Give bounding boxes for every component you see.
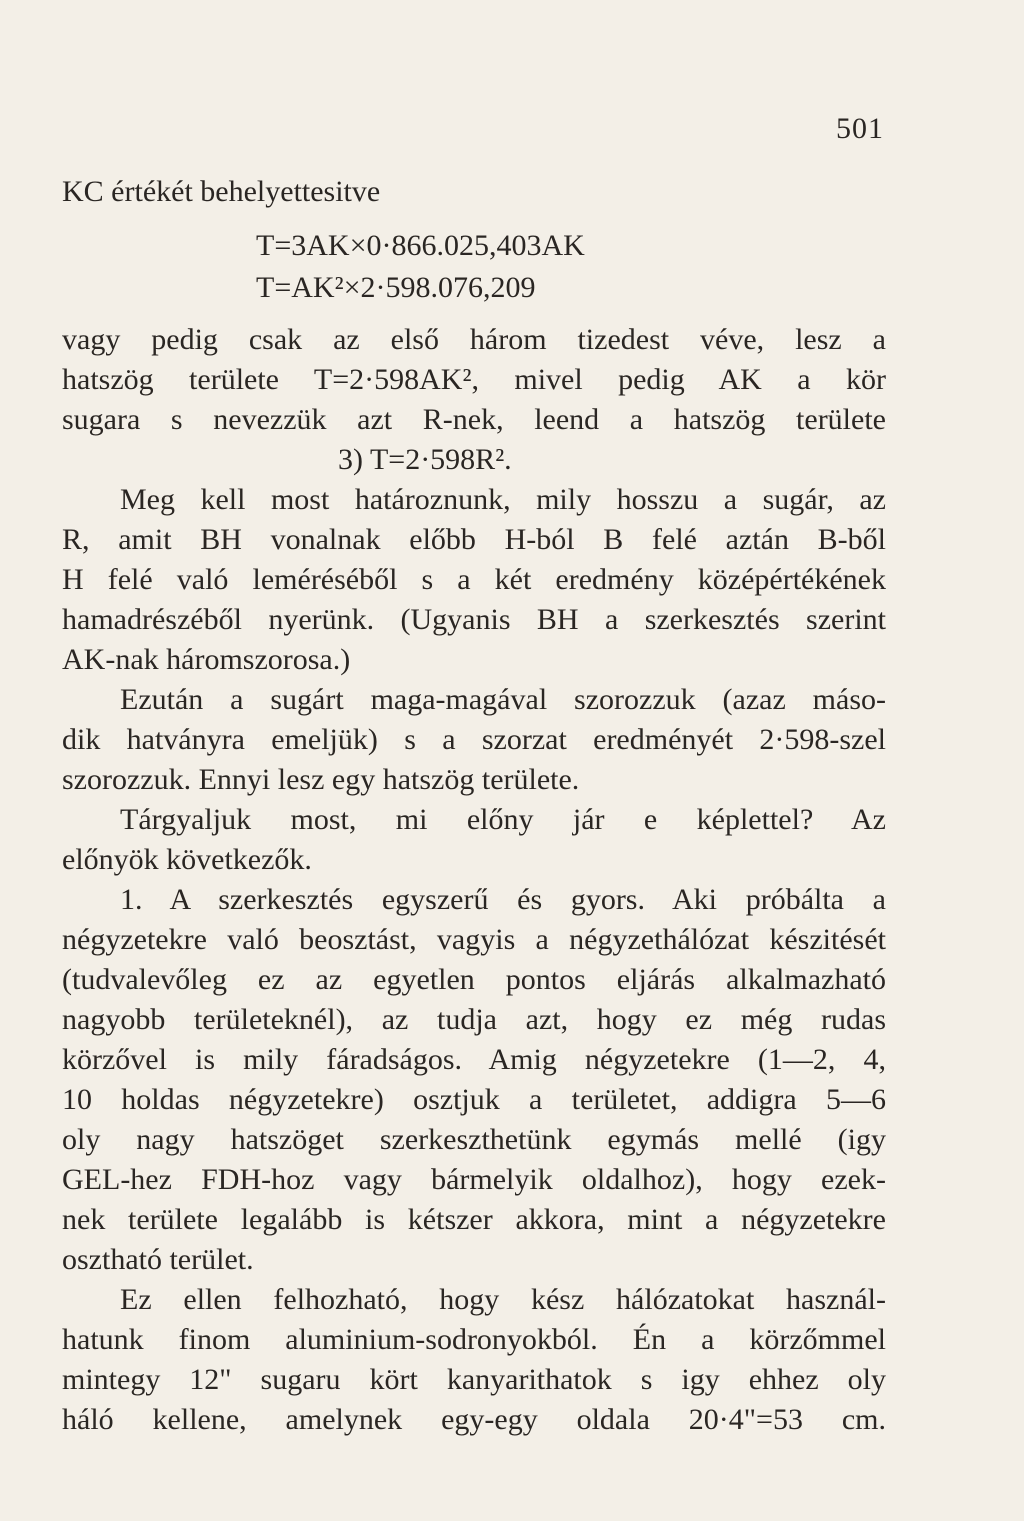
text-line-1: KC értékét behelyettesitve [62, 175, 381, 208]
text-line-21: nagyobb területeknél), az tudja azt, hogy ez még rudas [62, 1003, 886, 1036]
text-line-6: sugara s nevezzük azt R-nek, leend a hatszög területe [62, 403, 886, 436]
text-line-13: Ezután a sugárt maga-magával szorozzuk (azaz máso- [120, 683, 886, 716]
text-line-30: mintegy 12" sugaru kört kanyarithatok s igy ehhez oly [62, 1363, 886, 1396]
text-line-28: Ez ellen felhozható, hogy kész hálózatokat használ- [120, 1283, 886, 1316]
text-line-31: háló kellene, amelynek egy-egy oldala 20·4"=53 cm. [62, 1403, 886, 1436]
text-line-18: 1. A szerkesztés egyszerű és gyors. Aki próbálta a [120, 883, 886, 916]
text-line-25: GEL-hez FDH-hoz vagy bármelyik oldalhoz), hogy ezek- [62, 1163, 886, 1196]
text-line-27: osztható terület. [62, 1243, 254, 1276]
text-line-11: hamadrészéből nyerünk. (Ugyanis BH a szerkesztés szerint [62, 603, 886, 636]
page-number: 501 [836, 112, 884, 145]
text-line-26: nek területe legalább is kétszer akkora, mint a négyzetekre [62, 1203, 886, 1236]
formula-line-1: T=3AK×0·866.025,403AK [256, 229, 585, 262]
text-line-9: R, amit BH vonalnak előbb H-ból B felé aztán B-ből [62, 523, 886, 556]
text-line-24: oly nagy hatszöget szerkeszthetünk egymás mellé (igy [62, 1123, 886, 1156]
text-line-4: vagy pedig csak az első három tizedest véve, lesz a [62, 323, 886, 356]
formula-line-3: 3) T=2·598R². [338, 443, 512, 476]
text-line-16: Tárgyaljuk most, mi előny jár e képlettel? Az [120, 803, 886, 836]
text-line-10: H felé való leméréséből s a két eredmény középértékének [62, 563, 886, 596]
text-line-23: 10 holdas négyzetekre) osztjuk a területet, addigra 5—6 [62, 1083, 886, 1116]
text-line-14: dik hatványra emeljük) s a szorzat eredményét 2·598-szel [62, 723, 886, 756]
text-line-12: AK-nak háromszorosa.) [62, 643, 351, 676]
text-line-29: hatunk finom aluminium-sodronyokból. Én a körzőmmel [62, 1323, 886, 1356]
text-line-19: négyzetekre való beosztást, vagyis a négyzethálózat készitését [62, 923, 886, 956]
formula-line-2: T=AK²×2·598.076,209 [256, 271, 536, 304]
text-line-22: körzővel is mily fáradságos. Amig négyzetekre (1—2, 4, [62, 1043, 886, 1076]
text-line-20: (tudvalevőleg ez az egyetlen pontos eljárás alkalmazható [62, 963, 886, 996]
text-line-17: előnyök következők. [62, 843, 312, 876]
text-line-15: szorozzuk. Ennyi lesz egy hatszög területe. [62, 763, 580, 796]
text-line-8: Meg kell most határoznunk, mily hosszu a sugár, az [120, 483, 886, 516]
text-line-5: hatszög területe T=2·598AK², mivel pedig AK a kör [62, 363, 886, 396]
